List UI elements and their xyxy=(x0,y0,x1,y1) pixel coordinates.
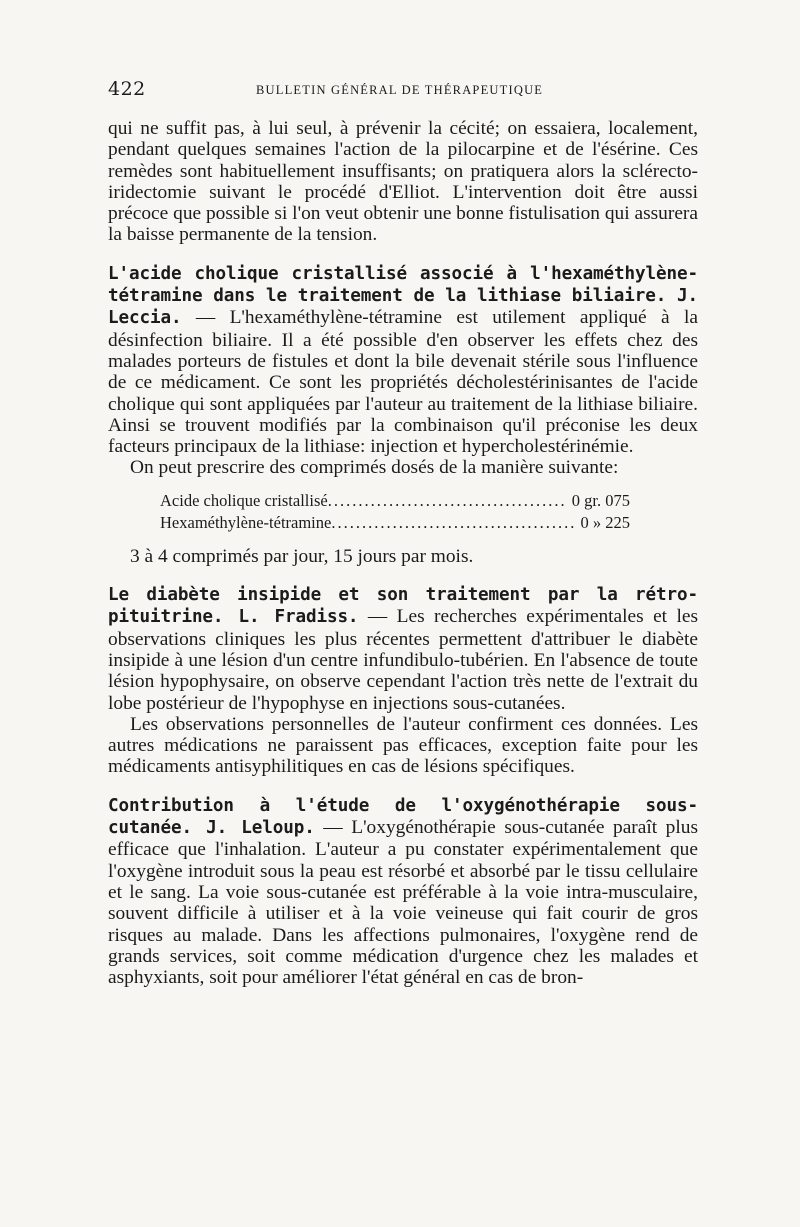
drug-dose: 0 » 225 xyxy=(580,512,630,532)
article-text: — L'oxygénothérapie sous-cutanée paraît plus efficace que l'inhalation. L'auteur a pu constater expérimentalement que l'oxygène introduit sous la peau est résorbé et absorbé par le tissu cellulaire et le sang. La voie sous-cutanée est préférable à la voie intra-musculaire, souvent difficile à utiliser et à la voie veineuse qui fait courir de gros risques au malade. Dans les affections pulmonaires, l'oxygène rend de grands services, soit comme médication d'urgence chez les malades et asphyxiants, soit pour améliorer l'état général en cas de bron- xyxy=(108,817,699,989)
article-text: — L'hexaméthylène-tétramine est utilement appliqué à la désinfection biliaire. Il a été possible d'en observer les effets chez des malades porteurs de fistules et dont la bile devenait stérile sous l'influence de ce médicament. Ce sont les propriétés décholestérinisantes de l'acide cholique qui sont appliquées par l'auteur au traitement de la lithiase biliaire. Ainsi se trouvent modifiés par la combinaison qu'il préconise les deux facteurs principaux de la lithiase: injection et hypercholestérinémie. xyxy=(108,307,698,458)
page-number: 422 xyxy=(108,78,146,100)
page-header xyxy=(108,78,700,102)
paragraph-observations: Les observations personnelles de l'auteur confirment ces données. Les autres médications ne paraissent pas efficaces, exception faite pour les médicaments antisyphilitiques en cas de lésions spécifiques. xyxy=(108,713,698,778)
prescription-row xyxy=(160,512,630,534)
leader-dots xyxy=(328,490,566,512)
article-title: Contribution à l'étude de l'oxygénothérapie sous-cutanée. J. Leloup. xyxy=(108,795,698,839)
article-cholic-acid xyxy=(108,263,698,458)
article-oxygen-therapy xyxy=(108,795,698,989)
running-title: BULLETIN GÉNÉRAL DE THÉRAPEUTIQUE xyxy=(256,83,544,97)
paragraph-glaucoma-end: qui ne suffit pas, à lui seul, à prévenir la cécité; on essaiera, localement, pendant quelques semaines l'action de la pilocarpine et de l'ésérine. Ces remèdes sont habituellement insuffisants; on pratiquera alors la sclérecto-iridectomie suivant le procédé d'Elliot. L'intervention doit être aussi précoce que possible si l'on veut obtenir une bonne fistulisation qui assurera la baisse permanente de la tension. xyxy=(108,118,698,246)
drug-name: Hexaméthylène-tétramine xyxy=(160,512,332,532)
prescription-table xyxy=(160,490,630,534)
article-title: L'acide cholique cristallisé associé à l'hexaméthylène-tétramine dans le traitement de la lithiase biliaire. J. Leccia. xyxy=(108,263,698,329)
article-diabetes-insipidus xyxy=(108,584,698,714)
drug-dose: 0 gr. 075 xyxy=(571,490,630,510)
article-title: Le diabète insipide et son traitement par la rétro-pituitrine. L. Fradiss. xyxy=(108,585,698,628)
article-text: — Les recherches expérimentales et les observations cliniques les plus récentes permettent d'attribuer le diabète insipide à une lésion d'un centre infundibulo-tubérien. En l'absence de toute lésion hypophysaire, on observe cependant l'action très nette de l'extrait du lobe postérieur de l'hypophyse en injections sous-cutanées. xyxy=(108,606,698,714)
drug-name: Acide cholique cristallisé xyxy=(160,490,328,510)
paragraph-prescription-intro: On peut prescrire des comprimés dosés de la manière suivante: xyxy=(130,457,619,479)
article-body xyxy=(108,118,698,988)
paragraph-dosage: 3 à 4 comprimés par jour, 15 jours par mois. xyxy=(130,545,474,567)
prescription-row xyxy=(160,490,630,512)
leader-dots xyxy=(331,512,574,534)
